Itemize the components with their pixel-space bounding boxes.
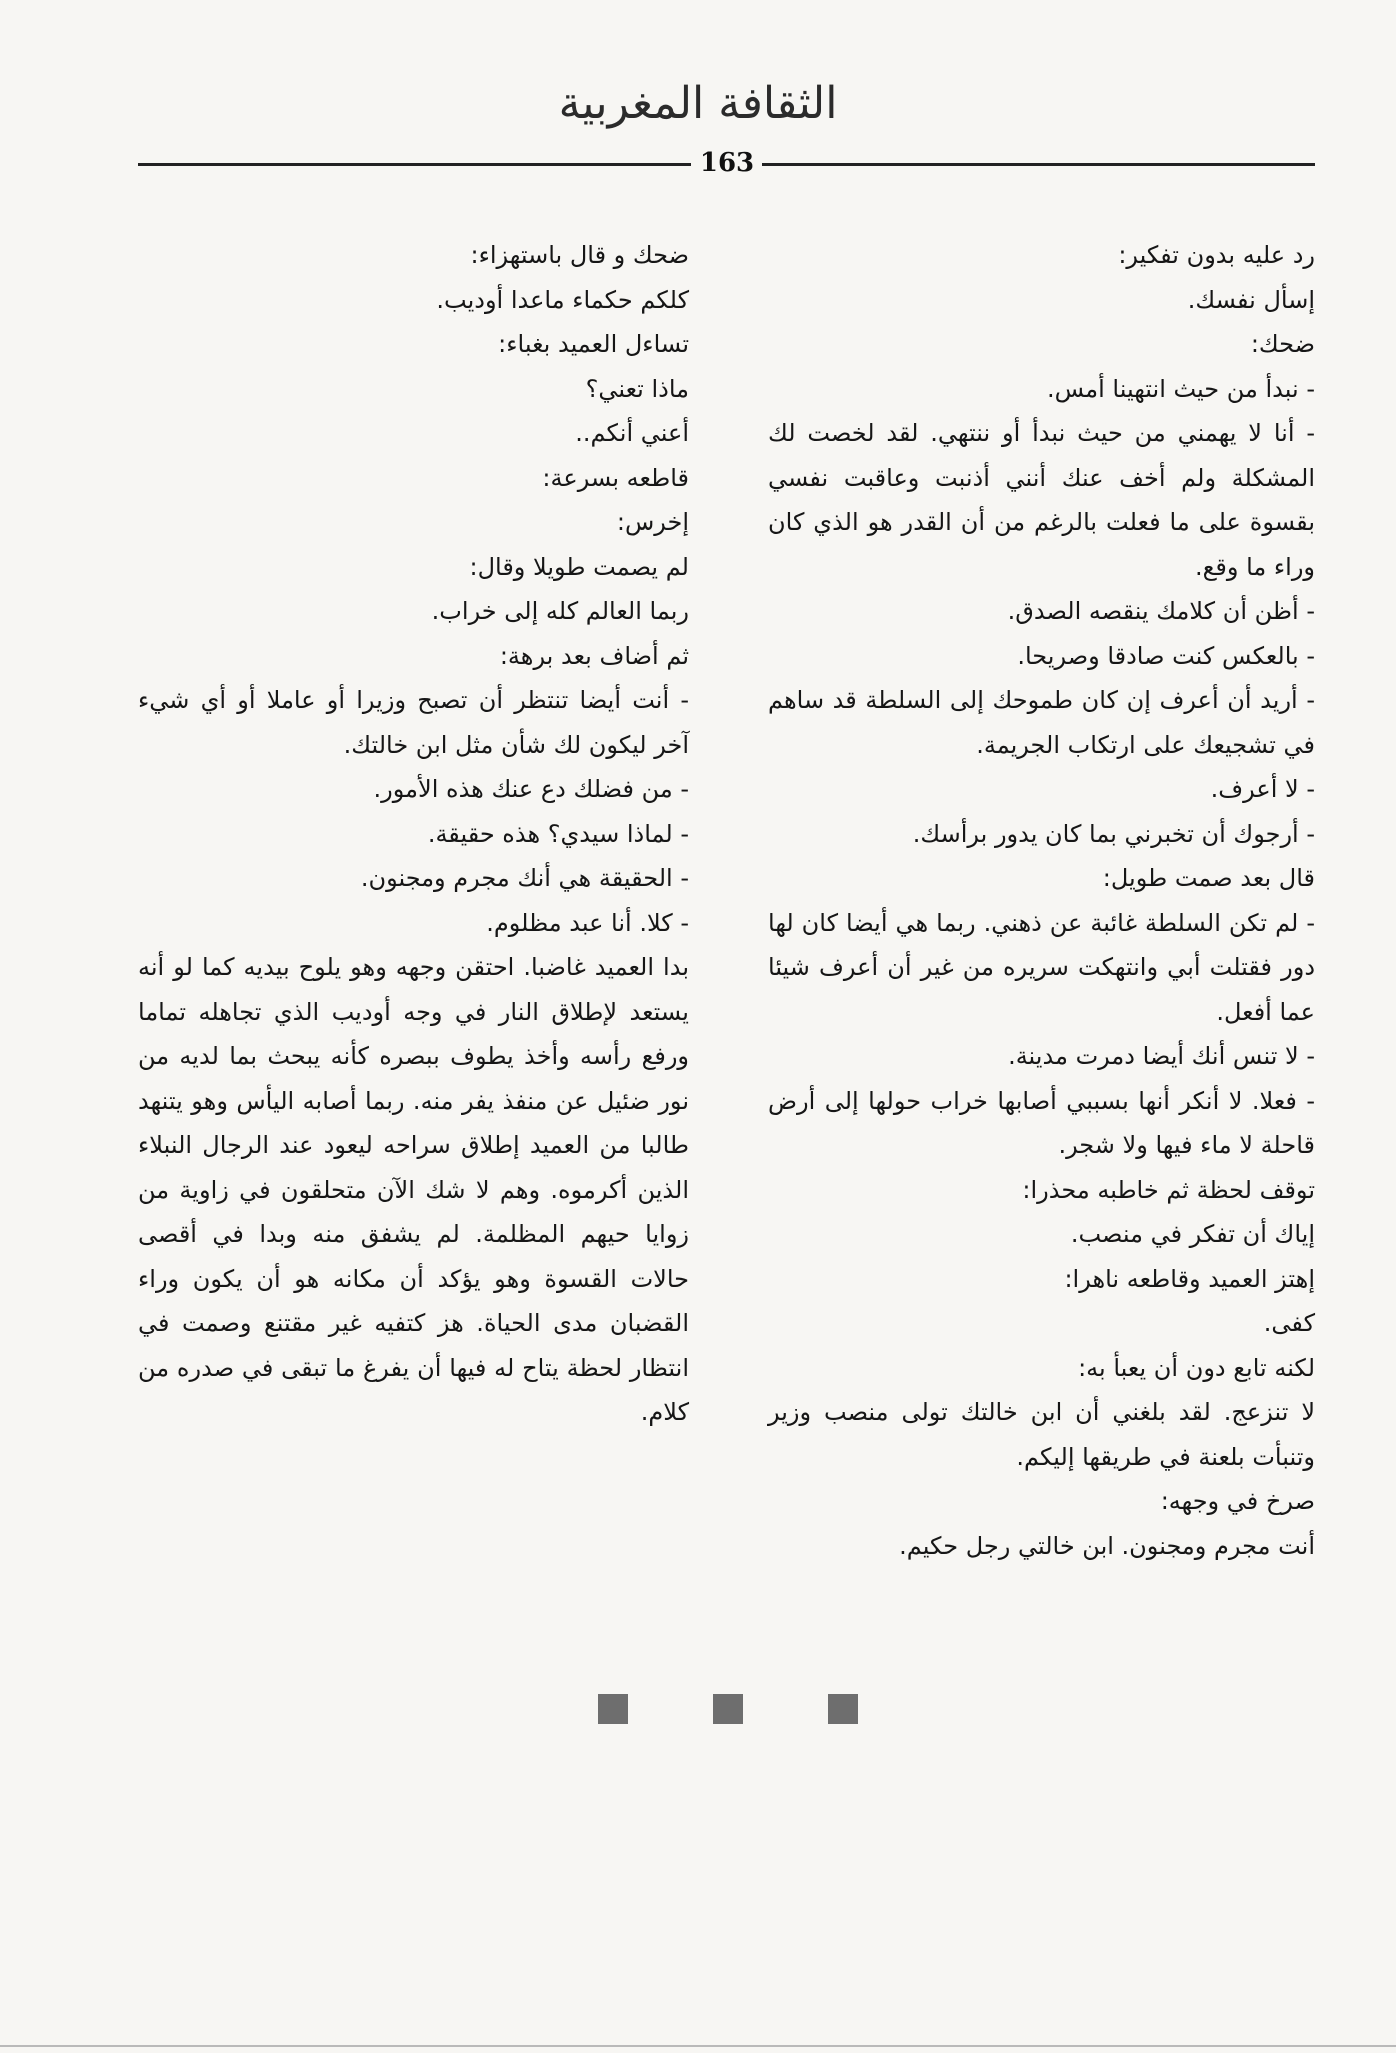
- paragraph: إسأل نفسك.: [1187, 285, 1315, 314]
- paragraph: أنت مجرم ومجنون. ابن خالتي رجل حكيم.: [899, 1531, 1315, 1560]
- paragraph: - لا أعرف.: [1210, 775, 1315, 803]
- paragraph: - أرجوك أن تخبرني بما كان يدور برأسك.: [912, 819, 1315, 848]
- paragraph: - أنت أيضا تنتظر أن تصبح وزيرا أو عاملا أو أي شيء آخر ليكون لك شأن مثل ابن خالتك.: [138, 686, 689, 759]
- right-column: [768, 233, 1315, 1568]
- paragraph: - فعلا. لا أنكر أنها بسببي أصابها خراب حولها إلى أرض قاحلة لا ماء فيها ولا شجر.: [768, 1086, 1315, 1159]
- paragraph: أعني أنكم..: [575, 419, 689, 447]
- paragraph: - نبدأ من حيث انتهينا أمس.: [1047, 374, 1315, 403]
- page-number: 163: [699, 148, 755, 178]
- paragraph: بدا العميد غاضبا. احتقن وجهه وهو يلوح بيديه كما لو أنه يستعد لإطلاق النار في وجه أوديب الذي تجاهله تماما ورفع رأسه وأخذ يطوف ببصره كأنه يبحث بما لديه من نور ضئيل عن منفذ يفر منه. ربما أصابه اليأس وهو يتنهد طالبا من العميد إطلاق سراحه ليعود عند الرجال النبلاء الذين أكرموه. وهم لا شك الآن متحلقون في زاوية من زوايا حيهم المظلمة. لم يشفق منه وبدا في أقصى حالات القسوة وهو يؤكد أن مكانه هو أن يكون وراء القضبان مدى الحياة. هز كتفيه غير مقتنع وصمت في انتظار لحظة يتاح له فيها أن يفرغ ما تبقى في صدره من كلام.: [138, 953, 689, 1426]
- paragraph: لا تنزعج. لقد بلغني أن ابن خالتك تولى منصب وزير وتنبأت بلعنة في طريقها إليكم.: [768, 1398, 1315, 1471]
- paragraph: إهتز العميد وقاطعه ناهرا:: [1064, 1264, 1315, 1293]
- paragraph: - لم تكن السلطة غائبة عن ذهني. ربما هي أيضا كان لها دور فقتلت أبي وانتهكت سريره من غير أن أعرف شيئا عما أفعل.: [768, 908, 1315, 1026]
- paragraph: إياك أن تفكر في منصب.: [1070, 1220, 1315, 1248]
- paragraph: - أريد أن أعرف إن كان طموحك إلى السلطة قد ساهم في تشجيعك على ارتكاب الجريمة.: [768, 686, 1315, 759]
- paragraph: - أظن أن كلامك ينقصه الصدق.: [1007, 597, 1315, 625]
- paragraph: - لماذا سيدي؟ هذه حقيقة.: [427, 819, 689, 848]
- paragraph: - لا تنس أنك أيضا دمرت مدينة.: [1008, 1042, 1315, 1070]
- paragraph: - أنا لا يهمني من حيث نبدأ أو ننتهي. لقد لخصت لك المشكلة ولم أخف عنك أنني أذنبت وعاقبت نفسي بقسوة على ما فعلت بالرغم من أن القدر هو الذي كان وراء ما وقع.: [768, 419, 1315, 581]
- left-column: [138, 233, 689, 1435]
- square-ornament: [713, 1694, 743, 1724]
- page-bottom-edge: [0, 2045, 1396, 2047]
- paragraph: - كلا. أنا عبد مظلوم.: [486, 908, 689, 937]
- paragraph: كلكم حكماء ماعدا أوديب.: [436, 285, 689, 314]
- paragraph: - من فضلك دع عنك هذه الأمور.: [373, 775, 689, 803]
- paragraph: ضحك و قال باستهزاء:: [470, 241, 689, 269]
- magazine-title: الثقافة المغربية: [558, 78, 838, 129]
- paragraph: لكنه تابع دون أن يعبأ به:: [1078, 1353, 1315, 1382]
- end-of-article-marker: [598, 1694, 858, 1724]
- paragraph: ماذا تعني؟: [585, 374, 689, 403]
- paragraph: رد عليه بدون تفكير:: [1118, 241, 1315, 269]
- header-rule-right: [762, 163, 1315, 166]
- paragraph: ربما العالم كله إلى خراب.: [431, 597, 689, 625]
- paragraph: - الحقيقة هي أنك مجرم ومجنون.: [360, 864, 689, 892]
- paragraph: لم يصمت طويلا وقال:: [469, 552, 689, 581]
- paragraph: ثم أضاف بعد برهة:: [499, 641, 689, 670]
- paragraph: قاطعه بسرعة:: [542, 463, 689, 492]
- square-ornament: [598, 1694, 628, 1724]
- paragraph: - بالعكس كنت صادقا وصريحا.: [1017, 641, 1315, 670]
- paragraph: كفى.: [1263, 1309, 1315, 1337]
- paragraph: قال بعد صمت طويل:: [1102, 864, 1315, 892]
- paragraph: إخرس:: [616, 508, 689, 536]
- header-rule-left: [138, 163, 691, 166]
- square-ornament: [828, 1694, 858, 1724]
- paragraph: توقف لحظة ثم خاطبه محذرا:: [1022, 1175, 1315, 1204]
- paragraph: صرخ في وجهه:: [1160, 1487, 1315, 1515]
- paragraph: تساءل العميد بغباء:: [498, 330, 689, 358]
- paragraph: ضحك:: [1250, 330, 1315, 358]
